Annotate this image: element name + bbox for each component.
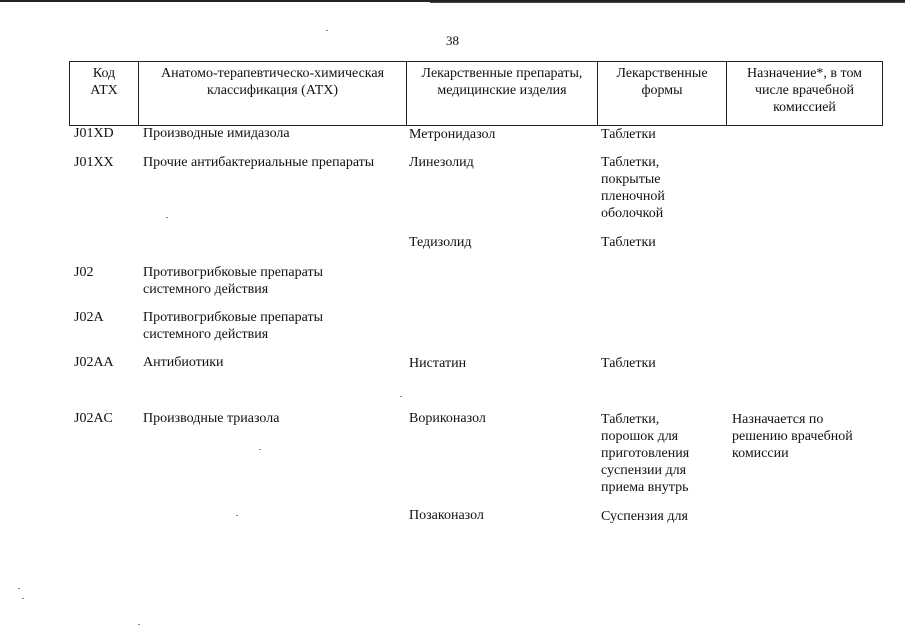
row-code: J02AA [74, 355, 114, 370]
row-atc-name: Производные триазола [143, 411, 280, 426]
row-form: Таблетки [601, 235, 656, 250]
scan-speck [400, 396, 402, 397]
row-atc-name: Производные имидазола [143, 126, 290, 141]
scan-speck [22, 598, 24, 599]
header-code: Код АТХ [90, 66, 118, 98]
row-code: J02 [74, 265, 94, 280]
row-drug: Нистатин [409, 356, 467, 371]
row-form: Таблетки [601, 127, 656, 142]
table-header [69, 61, 883, 126]
header-drugs: Лекарственные препараты, медицинские изделия [421, 66, 583, 98]
row-drug: Вориконазол [409, 411, 486, 426]
page-number: 38 [446, 33, 459, 48]
header-atc: Анатомо-терапевтическо-химическая классификация (АТХ) [160, 66, 385, 98]
scan-speck [326, 30, 328, 31]
scan-speck [236, 515, 238, 516]
scan-speck [138, 624, 140, 625]
scan-speck [259, 449, 261, 450]
scan-speck [166, 217, 168, 218]
row-form: Таблетки [601, 356, 656, 371]
scan-speck [18, 588, 20, 589]
row-code: J01XX [74, 155, 114, 170]
row-code: J02AC [74, 411, 113, 426]
row-form: Таблетки, порошок для приготовления суспензии для приема внутрь [601, 412, 690, 495]
row-code: J01XD [74, 126, 114, 141]
header-forms: Лекарственные формы [616, 66, 708, 98]
row-form: Таблетки, покрытые пленочной оболочкой [601, 155, 665, 221]
row-form: Суспензия для [601, 509, 688, 524]
header-purpose: Назначение*, в том числе врачебной комиссией [746, 66, 863, 115]
row-drug: Линезолид [409, 155, 474, 170]
row-code: J02A [74, 310, 104, 325]
row-atc-name: Антибиотики [143, 355, 224, 370]
row-atc-name: Противогрибковые препараты системного действия [143, 265, 324, 297]
row-purpose: Назначается по решению врачебной комиссии [732, 412, 853, 461]
row-drug: Тедизолид [409, 235, 472, 250]
row-atc-name: Противогрибковые препараты системного действия [143, 310, 324, 342]
row-drug: Метронидазол [409, 127, 496, 142]
row-atc-name: Прочие антибактериальные препараты [143, 155, 375, 170]
top-border-line-secondary [430, 2, 905, 3]
row-drug: Позаконазол [409, 508, 484, 523]
